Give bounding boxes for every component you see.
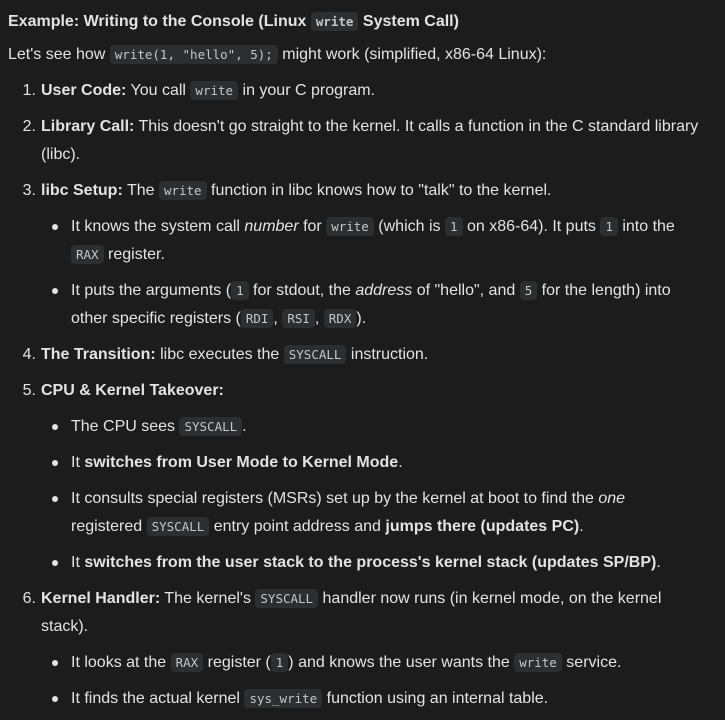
inline-code: write [190, 81, 238, 100]
bullet-icon [52, 288, 58, 294]
inline-code: write [311, 12, 359, 31]
list-item-step-5: 5. CPU & Kernel Takeover: [0, 377, 725, 405]
section-heading: Example: Writing to the Console (Linux write System Call) [8, 13, 459, 30]
inline-code: RDX [324, 309, 357, 328]
inline-code: SYSCALL [147, 517, 210, 536]
bullet-icon [52, 560, 58, 566]
bullet-icon [52, 660, 58, 666]
bullet-rax-lookup: It looks at the RAX register ( 1 ) and knows the user wants the write service. [0, 649, 725, 677]
bullet-syscall-number: It knows the system call number for write (which is 1 on x86-64). It puts 1 into the RAX register. [0, 213, 725, 269]
list-item-step-2: 2. Library Call: This doesn't go straight to the kernel. It calls a function in the C standard library (libc). [0, 113, 725, 169]
inline-code: RDI [241, 309, 274, 328]
list-item-step-1: 1. User Code: You call write in your C program. [0, 77, 725, 105]
bullet-icon [52, 496, 58, 502]
inline-code: 1 [445, 217, 463, 236]
inline-code: RSI [282, 309, 315, 328]
bullet-sys-write: It finds the actual kernel sys_write function using an internal table. [0, 685, 725, 713]
list-number: 5. [22, 382, 36, 399]
inline-code: RAX [171, 653, 204, 672]
bullet-cpu-sees: The CPU sees SYSCALL . [0, 413, 725, 441]
inline-code: write [159, 181, 207, 200]
inline-code: SYSCALL [284, 345, 347, 364]
list-item-step-4: 4. The Transition: libc executes the SYSCALL instruction. [0, 341, 725, 369]
list-number: 4. [22, 346, 36, 363]
bullet-icon [52, 424, 58, 430]
inline-code: 1 [600, 217, 618, 236]
bullet-stack-switch: It switches from the user stack to the process's kernel stack (updates SP/BP). [0, 549, 725, 577]
inline-code: write [514, 653, 562, 672]
inline-code: 1 [271, 653, 289, 672]
bullet-arguments: It puts the arguments ( 1 for stdout, the address of "hello", and 5 for the length) into other specific registers ( RDI , RSI , RDX ). [0, 277, 725, 333]
inline-code: 1 [231, 281, 249, 300]
list-number: 1. [22, 82, 36, 99]
inline-code: sys_write [244, 689, 322, 708]
inline-code: write [326, 217, 374, 236]
list-item-step-6: 6. Kernel Handler: The kernel's SYSCALL handler now runs (in kernel mode, on the kernel stack). [0, 585, 725, 641]
intro-paragraph: Let's see how write(1, "hello", 5); might work (simplified, x86-64 Linux): [8, 46, 547, 63]
bullet-mode-switch: It switches from User Mode to Kernel Mode. [0, 449, 725, 477]
inline-code: RAX [71, 245, 104, 264]
list-number: 3. [22, 182, 36, 199]
bullet-icon [52, 224, 58, 230]
bullet-icon [52, 460, 58, 466]
inline-code: write(1, "hello", 5); [110, 45, 278, 64]
inline-code: SYSCALL [255, 589, 318, 608]
bullet-icon [52, 696, 58, 702]
inline-code: SYSCALL [179, 417, 242, 436]
inline-code: 5 [520, 281, 538, 300]
list-number: 2. [22, 118, 36, 135]
list-number: 6. [22, 590, 36, 607]
list-item-step-3: 3. libc Setup: The write function in libc knows how to "talk" to the kernel. [0, 177, 725, 205]
bullet-msr-jump: It consults special registers (MSRs) set up by the kernel at boot to find the one registered SYSCALL entry point address and jumps there (updates PC). [0, 485, 725, 541]
